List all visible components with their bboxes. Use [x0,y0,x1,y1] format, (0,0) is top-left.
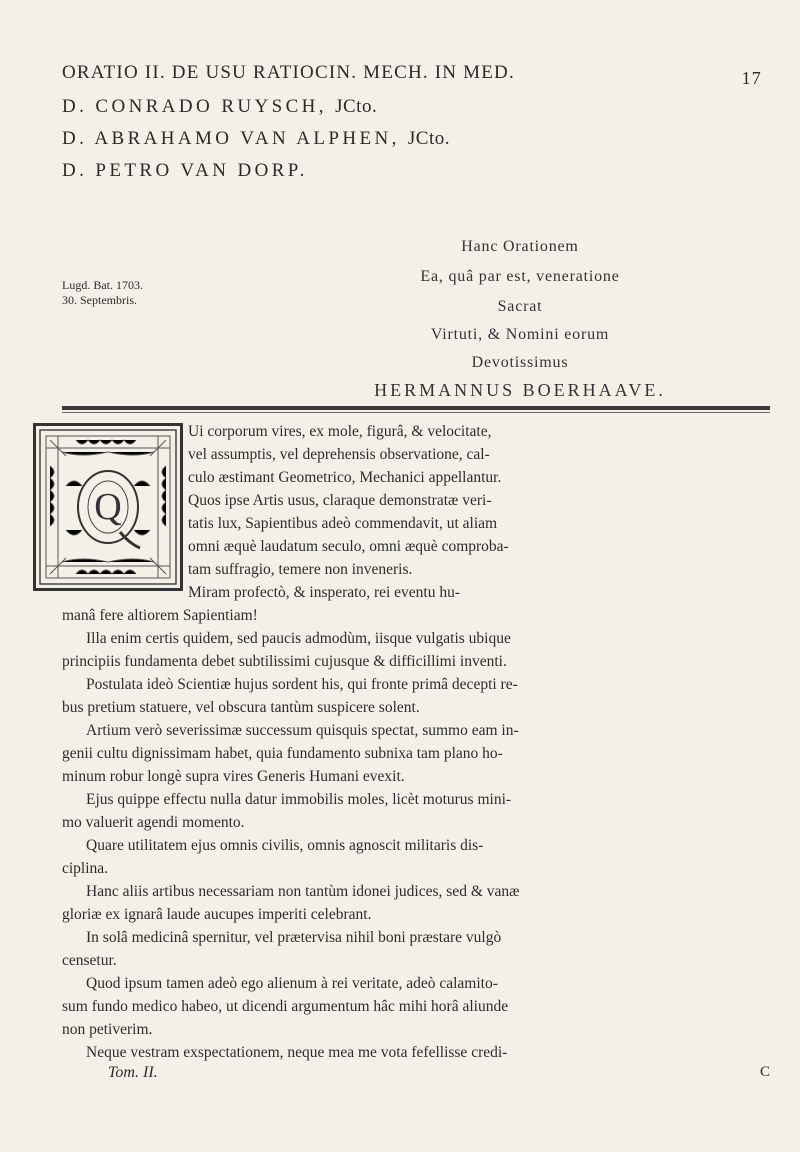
section-rule [62,406,770,410]
body-line: culo æstimant Geometrico, Mechanici appellantur. [188,469,502,486]
body-line: Illa enim certis quidem, sed paucis admodùm, iisque vulgatis ubique [86,630,511,647]
body-line: omni æquè laudatum seculo, omni æquè comproba- [188,538,509,555]
body-line: principiis fundamenta debet subtilissimi cujusque & difficillimi inventi. [62,653,507,670]
body-line: tam suffragio, temere non inveneris. [188,561,413,578]
body-line: Ui corporum vires, ex mole, figurâ, & velocitate, [188,423,492,440]
dedication-text: Ea, quâ par est, veneratione [420,268,620,285]
signature-mark: C [760,1064,771,1080]
dedication-text: Sacrat [497,298,543,315]
body-line: mo valuerit agendi momento. [62,814,245,831]
body-line: genii cultu dignissimam habet, quia fundamento subnixa tam plano ho- [62,745,503,762]
decorated-initial [33,423,183,591]
author-signature: HERMANNUS BOERHAAVE. [374,380,666,400]
body-line: Miram profectò, & insperato, rei eventu hu- [188,584,461,601]
margin-note: Lugd. Bat. 1703. 30. Septembris. [62,278,143,307]
page-number: 17 [741,68,762,88]
initial-letter: Q [94,486,122,528]
body-line: manâ fere altiorem Sapientiam! [62,607,258,624]
dedication-line: D. PETRO VAN DORP. [62,160,308,181]
body-line: Quod ipsum tamen adeò ego alienum à rei veritate, adeò calamito- [86,975,498,992]
body-line: bus pretium statuere, vel obscura tantùm suspicere solent. [62,699,420,716]
body-line: Quare utilitatem ejus omnis civilis, omnis agnoscit militaris dis- [86,837,484,854]
section-rule-thin [62,412,770,413]
body-line: Neque vestram exspectationem, neque mea me vota fefellisse credi- [86,1044,508,1061]
body-line: tatis lux, Sapientibus adeò commendavit, ut aliam [188,515,498,532]
body-line: In solâ medicinâ spernitur, vel prætervisa nihil boni præstare vulgò [86,929,502,946]
dedication-text: Devotissimus [471,354,569,371]
body-line: ciplina. [62,860,109,877]
body-line: gloriæ ex ignarâ laude aucupes imperiti celebrant. [62,906,372,923]
body-line: non petiverim. [62,1021,153,1038]
dedication-line: D. ABRAHAMO VAN ALPHEN, JCto. [62,128,450,149]
header-title: ORATIO II. DE USU RATIOCIN. MECH. IN MED. [62,62,515,83]
dedication-text: Virtuti, & Nomini eorum [430,326,610,343]
body-line: vel assumptis, vel deprehensis observatione, cal- [188,446,490,463]
running-header [62,62,762,88]
body-line: Ejus quippe effectu nulla datur immobilis moles, licèt moturus mini- [86,791,512,808]
dedication-line: D. CONRADO RUYSCH, JCto. [62,96,378,117]
body-line: Hanc aliis artibus necessariam non tantùm idonei judices, sed & vanæ [86,883,520,900]
body-line: Quos ipse Artis usus, claraque demonstratæ veri- [188,492,492,509]
body-line: sum fundo medico habeo, ut dicendi argumentum hâc mihi horâ aliunde [62,998,509,1015]
dedication-text: Hanc Orationem [461,238,579,255]
body-line: Artium verò severissimæ successum quisquis spectat, summo eam in- [86,722,519,739]
body-line: minum robur longè supra vires Generis Humani evexit. [62,768,405,785]
body-line: censetur. [62,952,117,969]
body-line: Postulata ideò Scientiæ hujus sordent his, qui fronte primâ decepti re- [86,676,518,693]
ornament-icon [36,426,180,588]
volume-mark: Tom. II. [108,1064,158,1081]
